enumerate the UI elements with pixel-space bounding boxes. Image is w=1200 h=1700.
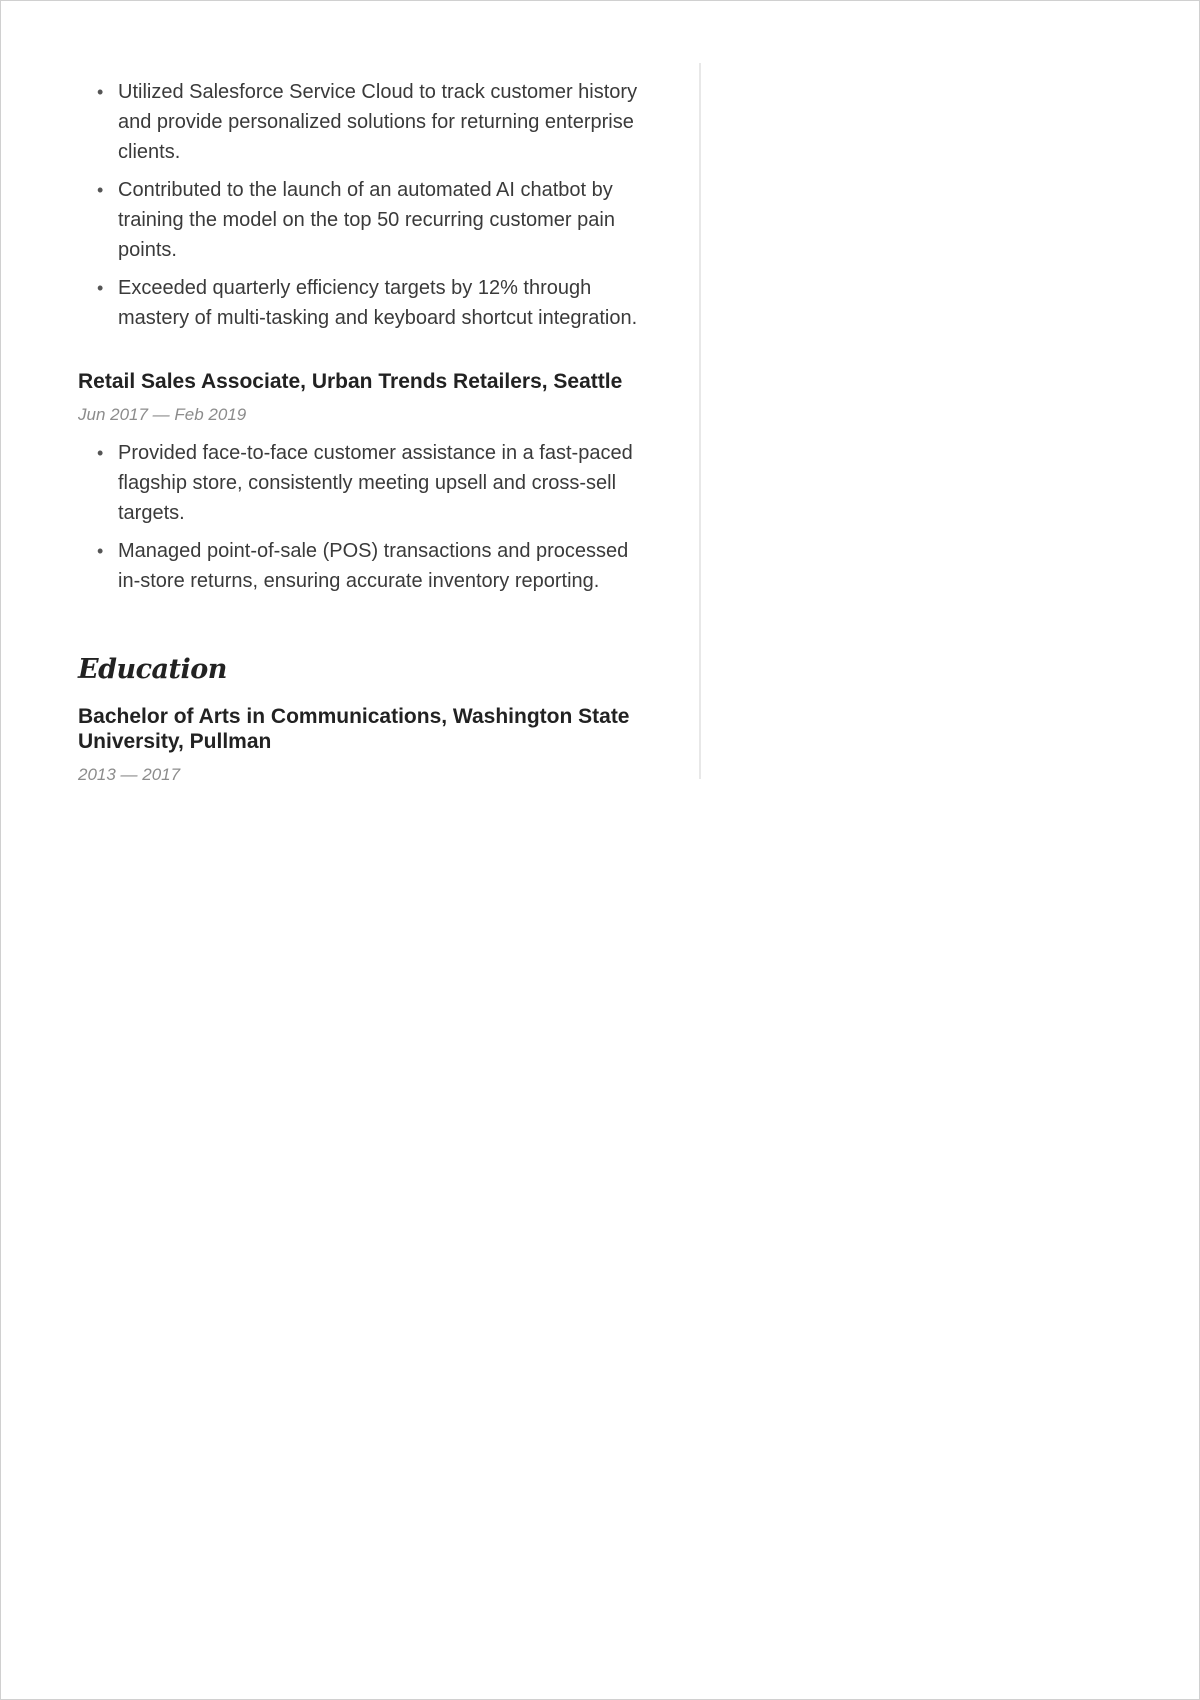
bullet-text: Provided face-to-face customer assistance in a fast-paced flagship store, consistently meeting upsell and cross-sell targets. xyxy=(118,442,633,524)
bullet-item xyxy=(78,175,638,265)
previous-job-bullets xyxy=(78,77,638,333)
retail-job-entry xyxy=(78,369,638,596)
main-column xyxy=(78,73,638,786)
bullet-item xyxy=(78,536,638,596)
bullet-text: Managed point-of-sale (POS) transactions and processed in-store returns, ensuring accurate inventory reporting. xyxy=(118,540,629,592)
education-section xyxy=(78,654,638,786)
bullet-dot: • xyxy=(97,443,104,463)
retail-job-bullets xyxy=(78,438,638,596)
bullet-dot: • xyxy=(97,541,104,561)
degree-title: Bachelor of Arts in Communications, Washington State University, Pullman xyxy=(78,705,630,753)
bullet-dot: • xyxy=(97,82,104,102)
sidebar-column xyxy=(721,63,1141,779)
bullet-dot: • xyxy=(97,180,104,200)
bullet-text: Utilized Salesforce Service Cloud to track customer history and provide personalized solutions for returning enterprise clients. xyxy=(118,81,638,163)
section-heading-education: Education xyxy=(78,654,227,685)
education-dates: 2013 — 2017 xyxy=(78,765,181,784)
bullet-dot: • xyxy=(97,278,104,298)
bullet-text: Exceeded quarterly efficiency targets by 12% through mastery of multi-tasking and keyboard shortcut integration. xyxy=(118,277,638,329)
column-divider xyxy=(699,63,701,779)
bullet-item xyxy=(78,77,638,167)
bullet-item xyxy=(78,273,638,333)
bullet-item xyxy=(78,438,638,528)
bullet-text: Contributed to the launch of an automated AI chatbot by training the model on the top 50 recurring customer pain points. xyxy=(118,179,615,261)
job-dates: Jun 2017 — Feb 2019 xyxy=(78,405,247,424)
job-title: Retail Sales Associate, Urban Trends Retailers, Seattle xyxy=(78,370,623,393)
